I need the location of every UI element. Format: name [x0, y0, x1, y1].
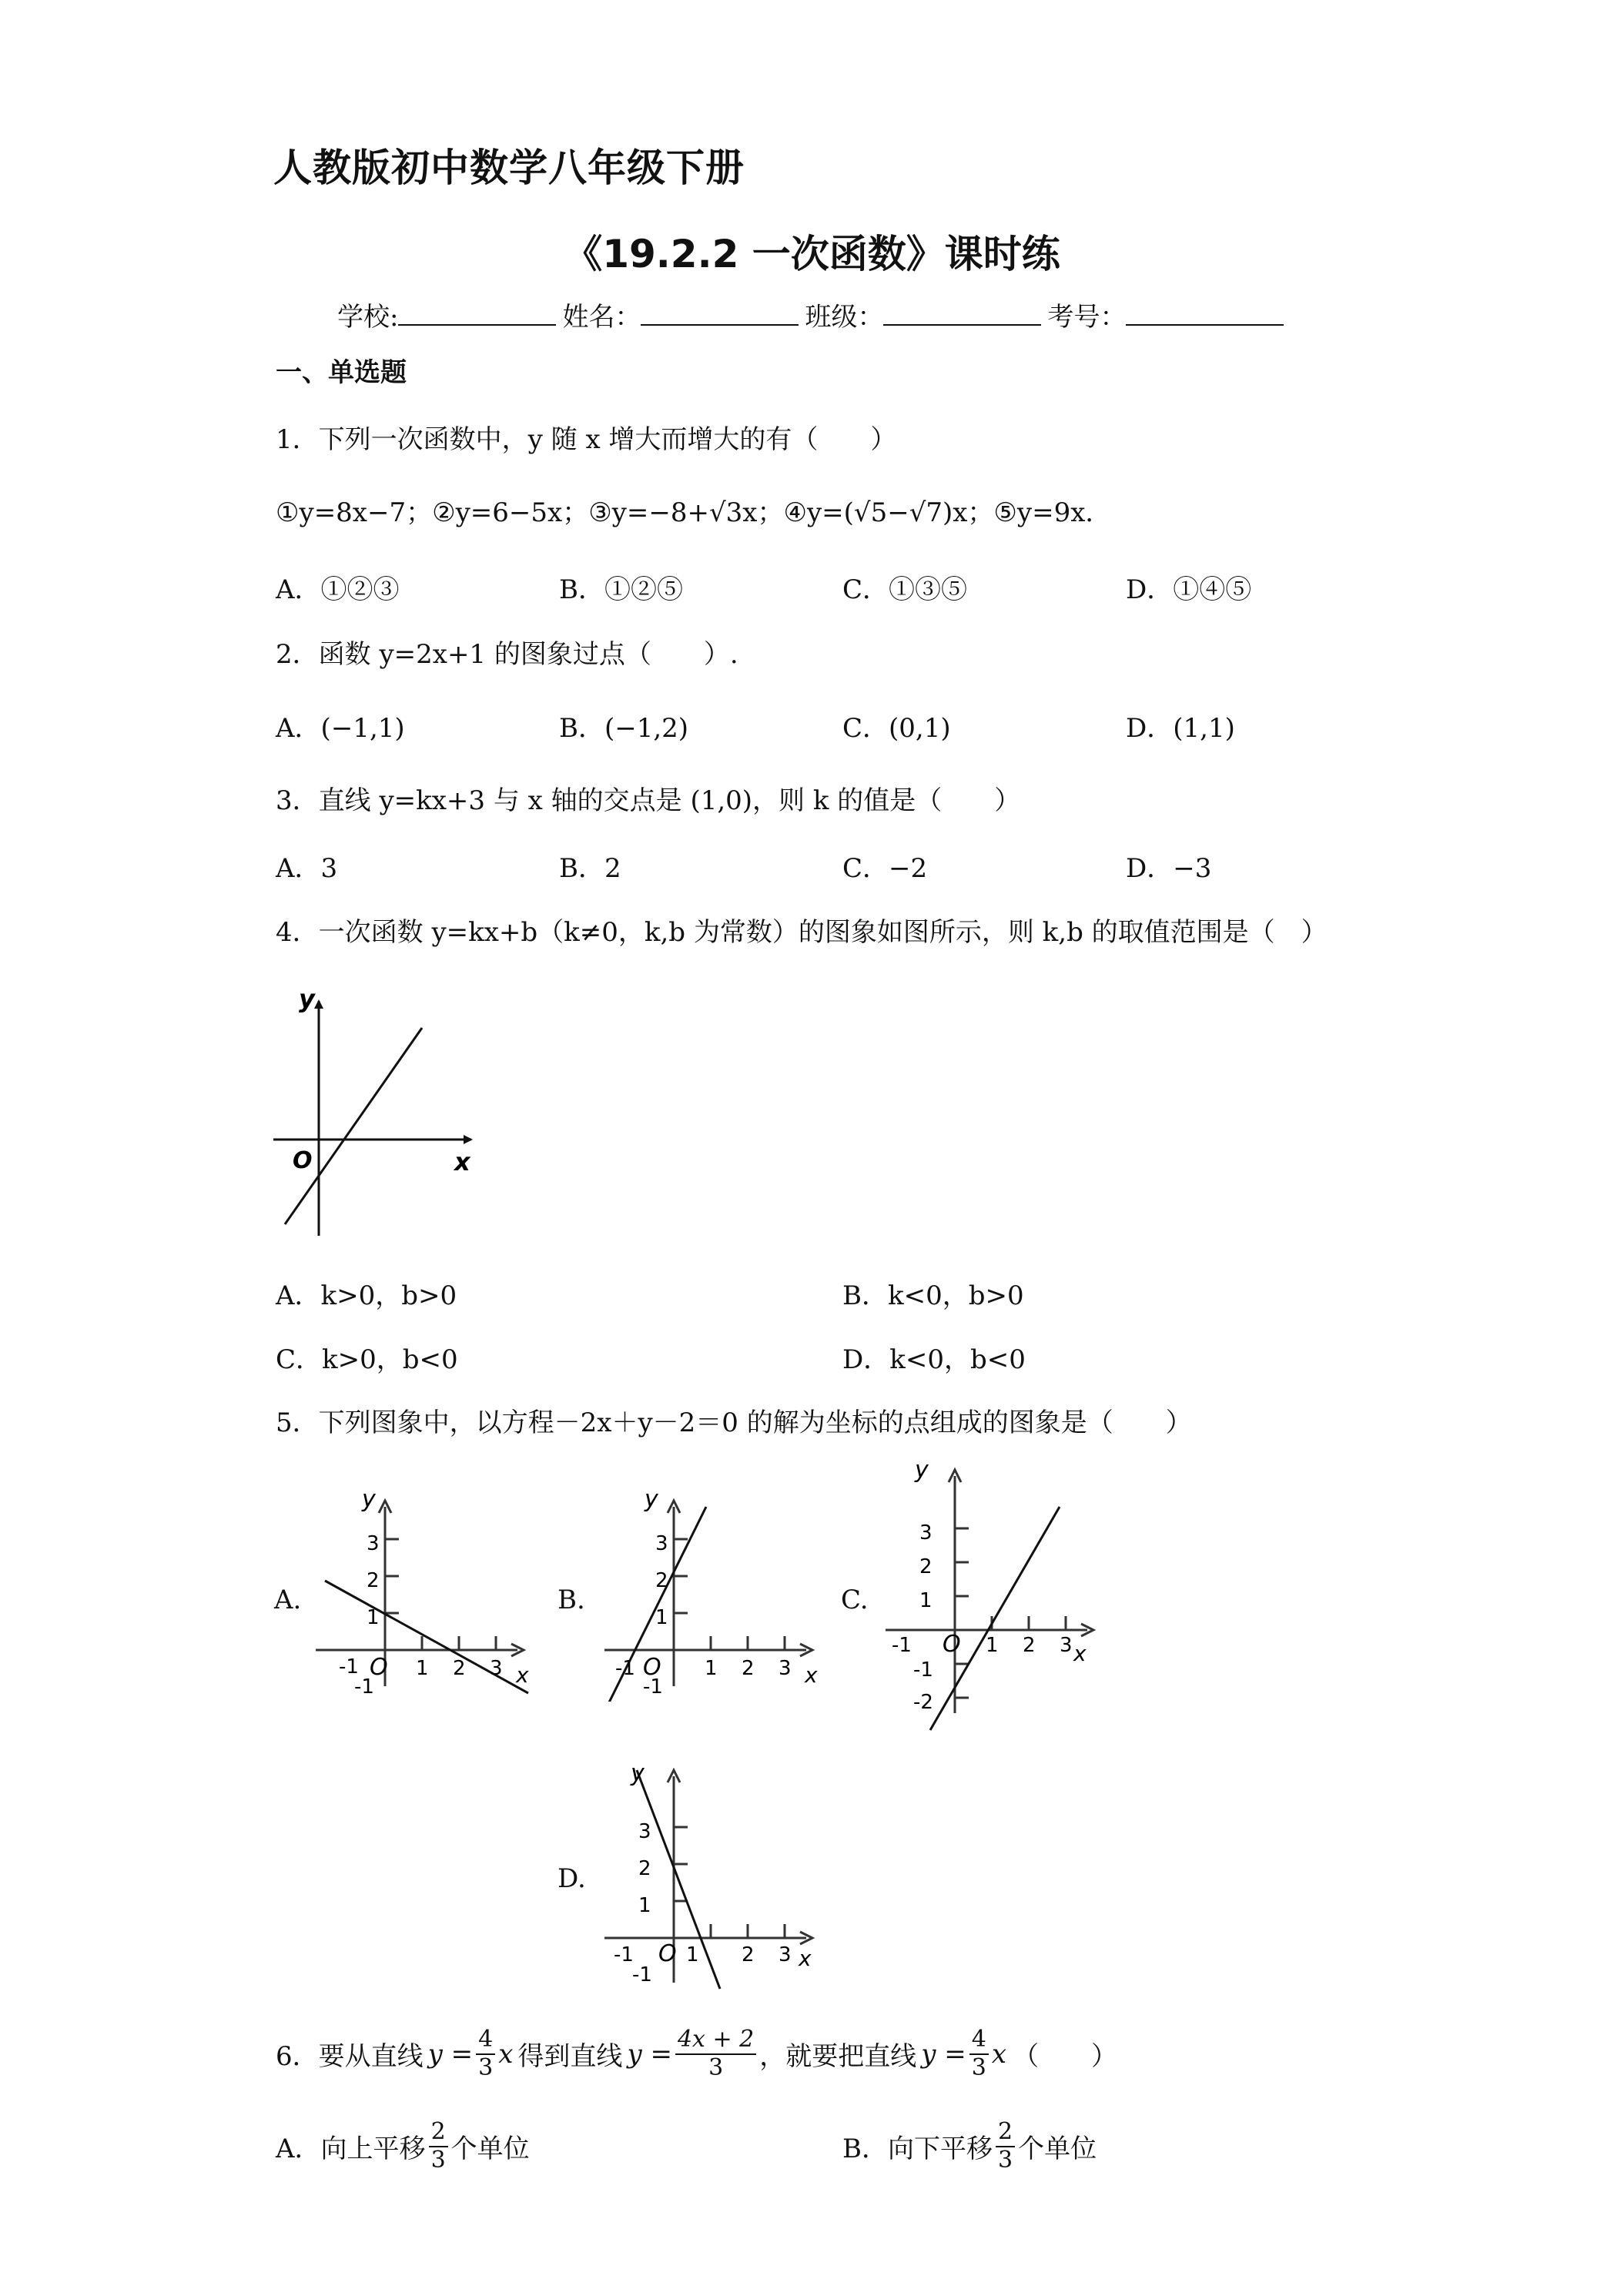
svg-text:-1: -1	[354, 1675, 374, 1699]
q4-option-d[interactable]: D．k<0，b<0	[842, 1344, 1026, 1375]
exam-no-field[interactable]	[1126, 301, 1284, 326]
svg-text:3: 3	[919, 1521, 933, 1545]
svg-text:y: y	[645, 1490, 658, 1513]
svg-text:x: x	[799, 1946, 812, 1971]
q5-label-a[interactable]: A.	[274, 1585, 302, 1615]
svg-text:1: 1	[686, 1943, 699, 1966]
q5-graph-c-line	[930, 1507, 1060, 1730]
q2-option-c[interactable]: C．(0,1)	[842, 713, 951, 744]
q5-label-b[interactable]: B.	[558, 1585, 585, 1615]
school-field[interactable]	[398, 301, 556, 326]
svg-text:O: O	[643, 1654, 661, 1681]
class-field[interactable]	[883, 301, 1041, 326]
q6-fraction-3: $\frac{4}{3}$	[969, 2027, 989, 2081]
q4-y-label: y	[299, 984, 315, 1013]
q6-fraction-1: $\frac{4}{3}$	[476, 2027, 495, 2081]
svg-text:-1: -1	[643, 1675, 663, 1699]
q5-stem: 5．下列图象中，以方程－2x＋y－2＝0 的解为坐标的点组成的图象是（ ）	[276, 1407, 1192, 1438]
class-label: 班级：	[805, 302, 884, 333]
q4-option-a[interactable]: A．k>0，b>0	[276, 1280, 457, 1311]
name-label: 姓名：	[562, 302, 641, 333]
svg-text:-1: -1	[892, 1634, 912, 1657]
svg-text:x: x	[805, 1662, 818, 1688]
exam-no-label: 考号：	[1047, 302, 1127, 333]
svg-text:2: 2	[367, 1569, 380, 1592]
q4-x-label: x	[454, 1147, 470, 1176]
svg-text:2: 2	[919, 1555, 933, 1578]
svg-text:2: 2	[453, 1657, 466, 1680]
svg-text:3: 3	[655, 1532, 668, 1555]
svg-text:-1: -1	[339, 1655, 359, 1678]
q6-option-b[interactable]: B．向下平移 $\frac{2}{3}$ 个单位	[842, 2118, 1097, 2174]
svg-text:x: x	[516, 1662, 529, 1688]
q3-option-b[interactable]: B．2	[559, 853, 621, 884]
q3-option-d[interactable]: D．−3	[1126, 853, 1212, 884]
svg-text:y: y	[631, 1760, 645, 1787]
q3-stem: 3．直线 y=kx+3 与 x 轴的交点是 (1,0)，则 k 的值是（ ）	[276, 785, 1021, 816]
svg-text:1: 1	[705, 1657, 718, 1680]
q6-stem-prefix: 6．要从直线	[276, 2041, 424, 2072]
svg-text:-1: -1	[615, 1657, 635, 1680]
svg-text:3: 3	[1060, 1634, 1073, 1657]
svg-text:1: 1	[638, 1894, 651, 1917]
q5-graph-b[interactable]	[597, 1490, 828, 1702]
q6-line1-lhs: y =	[427, 2038, 474, 2070]
svg-text:2: 2	[638, 1857, 651, 1880]
q1-stem: 1．下列一次函数中，y 随 x 增大而增大的有（ ）	[276, 424, 897, 455]
svg-text:x: x	[1073, 1641, 1087, 1666]
q5-graph-c[interactable]	[878, 1459, 1109, 1732]
q1-option-d[interactable]: D．①④⑤	[1126, 574, 1252, 605]
svg-text:3: 3	[490, 1657, 503, 1680]
q2-option-a[interactable]: A．(−1,1)	[276, 713, 405, 744]
q1-option-c[interactable]: C．①③⑤	[842, 574, 968, 605]
section-title: 一、单选题	[276, 357, 407, 388]
svg-text:-1: -1	[632, 1963, 652, 1986]
svg-text:O: O	[370, 1654, 388, 1681]
name-field[interactable]	[641, 301, 799, 326]
svg-text:1: 1	[416, 1657, 429, 1680]
svg-text:3: 3	[779, 1657, 792, 1680]
q4-origin-label: O	[293, 1147, 313, 1174]
q2-option-b[interactable]: B．(−1,2)	[559, 713, 689, 744]
q4-option-c[interactable]: C．k>0，b<0	[276, 1344, 458, 1375]
svg-text:y: y	[915, 1459, 929, 1484]
svg-text:1: 1	[986, 1634, 999, 1657]
svg-text:-2: -2	[913, 1691, 933, 1714]
svg-text:1: 1	[367, 1606, 380, 1629]
q1-option-a[interactable]: A．①②③	[276, 574, 400, 605]
svg-text:2: 2	[742, 1943, 755, 1966]
page-title: 人教版初中数学八年级下册	[273, 146, 745, 190]
svg-text:2: 2	[655, 1569, 668, 1592]
school-label: 学校:	[337, 302, 399, 333]
q6-option-a[interactable]: A．向上平移 $\frac{2}{3}$ 个单位	[276, 2118, 530, 2174]
svg-text:2: 2	[1023, 1634, 1036, 1657]
q5-label-d[interactable]: D.	[558, 1863, 586, 1894]
svg-text:-1: -1	[913, 1658, 933, 1682]
svg-text:3: 3	[779, 1943, 792, 1966]
q2-stem: 2．函数 y=2x+1 的图象过点（ ）.	[276, 639, 738, 670]
q4-option-b[interactable]: B．k<0，b>0	[842, 1280, 1024, 1311]
q5-label-c[interactable]: C.	[841, 1585, 869, 1615]
q3-option-a[interactable]: A．3	[276, 853, 338, 884]
q5-graph-a[interactable]	[308, 1490, 539, 1702]
svg-text:O: O	[658, 1940, 677, 1967]
q1-option-b[interactable]: B．①②⑤	[559, 574, 683, 605]
svg-text:3: 3	[638, 1820, 651, 1843]
svg-text:2: 2	[742, 1657, 755, 1680]
q6-fraction-2: $\frac{4x + 2}{3}$	[675, 2027, 756, 2081]
q1-items: ①y=8x−7；②y=6−5x；③y=−8+√3x；④y=(√5−√7)x；⑤y=9x．	[276, 497, 1112, 528]
svg-text:-1: -1	[614, 1943, 634, 1966]
q4-stem: 4．一次函数 y=kx+b（k≠0，k,b 为常数）的图象如图所示，则 k,b 的取值范围是（ ）	[276, 917, 1328, 948]
svg-text:1: 1	[919, 1589, 933, 1612]
svg-text:3: 3	[367, 1532, 380, 1555]
q3-option-c[interactable]: C．−2	[842, 853, 928, 884]
svg-text:y: y	[362, 1490, 376, 1513]
q6-stem: 6．要从直线 y = $\frac{4}{3}$ x 得到直线 y = $\frac{4x + 2}{3}$ ，就要把直线 y = $\frac{4}{3}$ x （ ）	[276, 2026, 1118, 2081]
q2-option-d[interactable]: D．(1,1)	[1126, 713, 1235, 744]
q4-function-line	[285, 1028, 422, 1224]
svg-text:1: 1	[655, 1606, 668, 1629]
q5-graph-d[interactable]	[597, 1759, 828, 1990]
svg-text:O: O	[943, 1631, 961, 1658]
page-subtitle: 《19.2.2 一次函数》课时练	[564, 232, 1060, 276]
student-info-line	[337, 296, 1290, 333]
q4-graph	[270, 978, 485, 1240]
